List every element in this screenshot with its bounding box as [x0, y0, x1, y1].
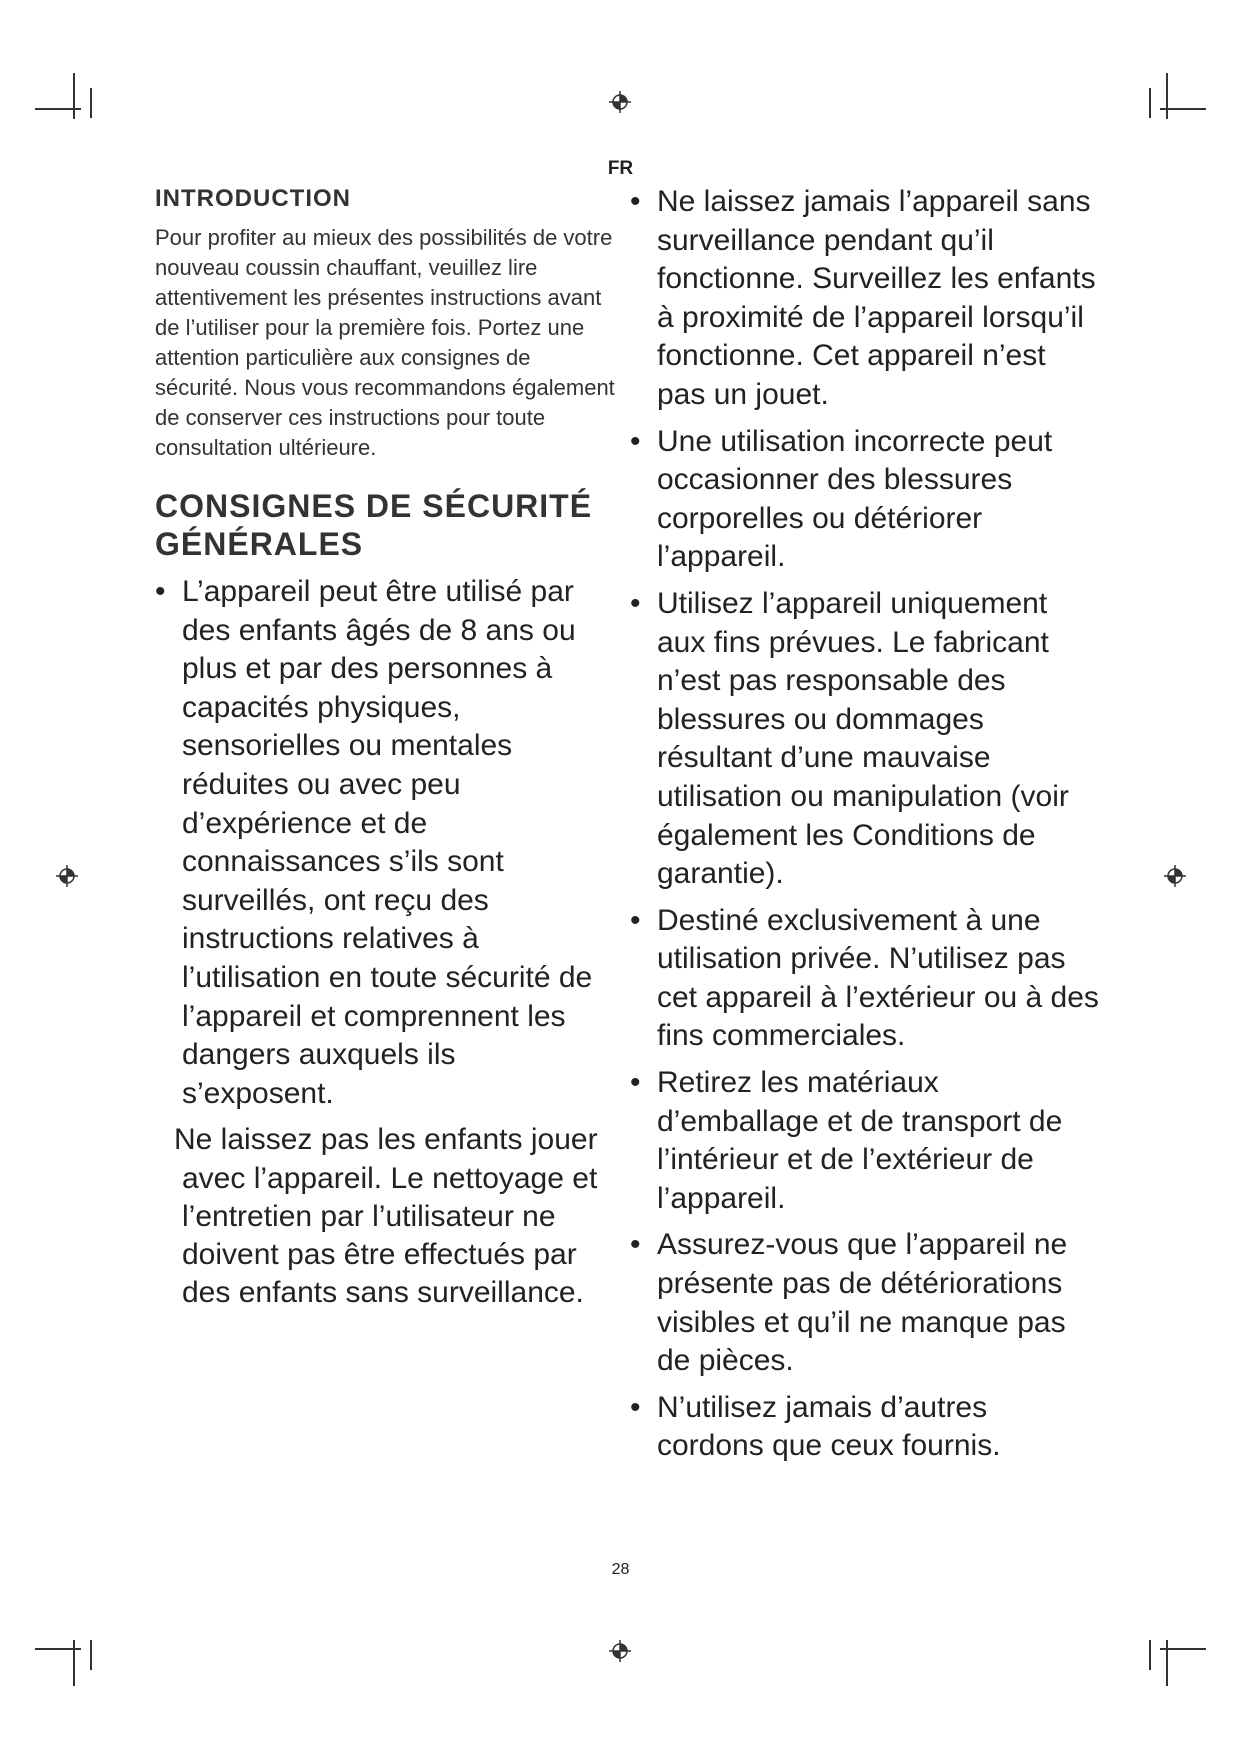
- children-warning-paragraph: Ne laissez pas les enfants jouer avec l’appareil. Le nettoyage et l’entretien par l’utilisateur ne doivent pas être effectués par des enfants sans surveillance.: [174, 1123, 598, 1310]
- bullet-icon: •: [630, 1228, 641, 1262]
- bullet-icon: •: [630, 1390, 641, 1424]
- list-item-text: Assurez-vous que l’appareil ne présente pas de détériorations visibles et qu’il ne manque pas de pièces.: [657, 1228, 1068, 1378]
- bullet-icon: •: [630, 586, 641, 620]
- list-item: [630, 585, 1100, 894]
- right-column: [630, 183, 1100, 1474]
- list-item: [630, 423, 1100, 577]
- safety-heading: CONSIGNES DE SÉCURITÉ GÉNÉRALES: [155, 488, 593, 562]
- list-item: [630, 1226, 1100, 1380]
- list-item-text: Ne laissez jamais l’appareil sans surveillance pendant qu’il fonctionne. Surveillez les enfants à proximité de l’appareil lorsqu’il fonctionne. Cet appareil n’est pas un jouet.: [657, 185, 1096, 411]
- safety-list-left: [155, 573, 615, 1113]
- list-item-text: L’appareil peut être utilisé par des enfants âgés de 8 ans ou plus et par des personnes à capacités physiques, sensorielles ou mentales réduites ou avec peu d’expérience et de connaissances s’ils sont surveillés, ont reçu des instructions relatives à l’utilisation en toute sécurité de l’appareil et comprennent les dangers auxquels ils s’exposent.: [182, 575, 593, 1110]
- bullet-icon: •: [630, 1066, 641, 1100]
- safety-list-right: [630, 183, 1100, 1466]
- list-item: [630, 183, 1100, 415]
- bullet-icon: •: [630, 424, 641, 458]
- intro-text: Pour profiter au mieux des possibilités de votre nouveau coussin chauffant, veuillez lire attentivement les présentes instructions avant de l’utiliser pour la première fois. Portez une attention particulière aux consignes de sécurité. Nous vous recommandons également de conserver ces instructions pour toute consultation ultérieure.: [155, 225, 615, 460]
- registration-mark-icon: [609, 1640, 631, 1662]
- bullet-icon: •: [630, 903, 641, 937]
- left-column: [155, 185, 615, 1312]
- registration-mark-icon: [1164, 865, 1186, 887]
- bullet-icon: •: [155, 575, 166, 608]
- list-item-text: Utilisez l’appareil uniquement aux fins prévues. Le fabricant n’est pas responsable des blessures ou dommages résultant d’une mauvaise utilisation ou manipulation (voir également les Conditions de garantie).: [657, 586, 1069, 891]
- list-item-text: N’utilisez jamais d’autres cordons que ceux fournis.: [657, 1390, 1001, 1463]
- list-item-text: Retirez les matériaux d’emballage et de transport de l’intérieur et de l’extérieur de l’appareil.: [657, 1066, 1063, 1215]
- list-item-text: Une utilisation incorrecte peut occasionner des blessures corporelles ou détériorer l’appareil.: [657, 424, 1053, 574]
- list-item-text: Destiné exclusivement à une utilisation privée. N’utilisez pas cet appareil à l’extérieur ou à des fins commerciales.: [657, 903, 1099, 1053]
- intro-heading: INTRODUCTION: [155, 185, 351, 212]
- language-label: FR: [607, 158, 634, 179]
- list-item: [630, 902, 1100, 1056]
- registration-mark-icon: [56, 865, 78, 887]
- registration-mark-icon: [609, 91, 631, 113]
- list-item: [630, 1064, 1100, 1218]
- bullet-icon: •: [630, 185, 641, 218]
- list-item: [630, 1389, 1100, 1466]
- page-number: 28: [611, 1561, 630, 1578]
- list-item: [155, 573, 615, 1113]
